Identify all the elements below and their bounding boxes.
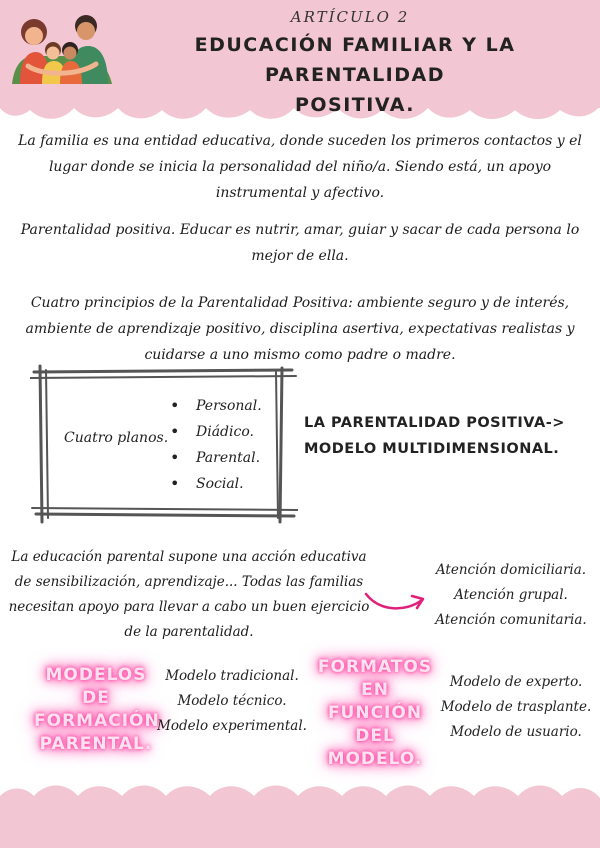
multidimensional-heading: [304, 410, 574, 462]
page-title-line1: EDUCACIÓN FAMILIAR Y LA PARENTALIDAD: [194, 34, 516, 86]
positive-parenting-paragraph: Parentalidad positiva. Educar es nutrir, amar, guiar y sacar de cada persona lo mejor de ella.: [20, 222, 580, 264]
list-item: Modelo tradicional.: [165, 668, 299, 684]
formats-heading-line: EN: [361, 680, 389, 700]
list-item: Modelo de experto.: [449, 674, 583, 690]
formats-heading-line: FORMATOS: [317, 657, 433, 677]
page-title-line2: POSITIVA.: [294, 94, 416, 116]
formats-heading: [314, 656, 436, 771]
list-item: Modelo experimental.: [157, 718, 307, 734]
training-models-heading-line: PARENTAL.: [39, 734, 153, 754]
list-item: • Parental.: [170, 445, 296, 471]
list-item: Atención domiciliaria.: [435, 562, 587, 578]
formats-heading-line: DEL MODELO.: [327, 726, 423, 769]
list-item: Atención comunitaria.: [435, 612, 587, 628]
page-title: [120, 30, 590, 120]
list-item: Atención grupal.: [454, 587, 568, 603]
training-models-list: [156, 664, 308, 739]
attention-list: [426, 558, 596, 633]
family-definition-paragraph: La familia es una entidad educativa, donde suceden los primeros contactos y el lugar donde se inicia la personalidad del niño/a. Siendo está, un apoyo instrumental y afectivo.: [18, 133, 582, 201]
training-models-heading: [34, 664, 158, 756]
list-item: • Social.: [170, 471, 296, 497]
parental-education-paragraph: La educación parental supone una acción educativa de sensibilización, aprendizaje... Todas las familias necesitan apoyo para llevar a cabo un buen ejercicio de la parentalidad.: [8, 549, 370, 640]
formats-heading-line: FUNCIÓN: [327, 703, 423, 723]
article-kicker: ARTÍCULO 2: [290, 8, 410, 26]
formats-list: [436, 670, 596, 745]
multidimensional-line1: LA PARENTALIDAD POSITIVA->: [304, 415, 565, 431]
training-models-heading-line: FORMACIÓN: [34, 711, 160, 731]
arrow-right-icon: [362, 586, 430, 616]
list-item: • Diádico.: [170, 419, 296, 445]
list-item: • Personal.: [170, 393, 296, 419]
four-principles-paragraph: Cuatro principios de la Parentalidad Positiva: ambiente seguro y de interés, ambiente de aprendizaje positivo, disciplina asertiva, expectativas realistas y cuidarse a uno mismo como padre o madre.: [25, 295, 575, 363]
planes-label: Cuatro planos.: [64, 430, 169, 446]
training-models-heading-line: MODELOS DE: [45, 665, 147, 708]
planes-list: [170, 393, 296, 497]
list-item: Modelo técnico.: [177, 693, 287, 709]
list-item: Modelo de trasplante.: [440, 699, 592, 715]
multidimensional-line2: MODELO MULTIDIMENSIONAL.: [304, 441, 560, 457]
footer-background: [0, 800, 600, 848]
list-item: Modelo de usuario.: [450, 724, 582, 740]
